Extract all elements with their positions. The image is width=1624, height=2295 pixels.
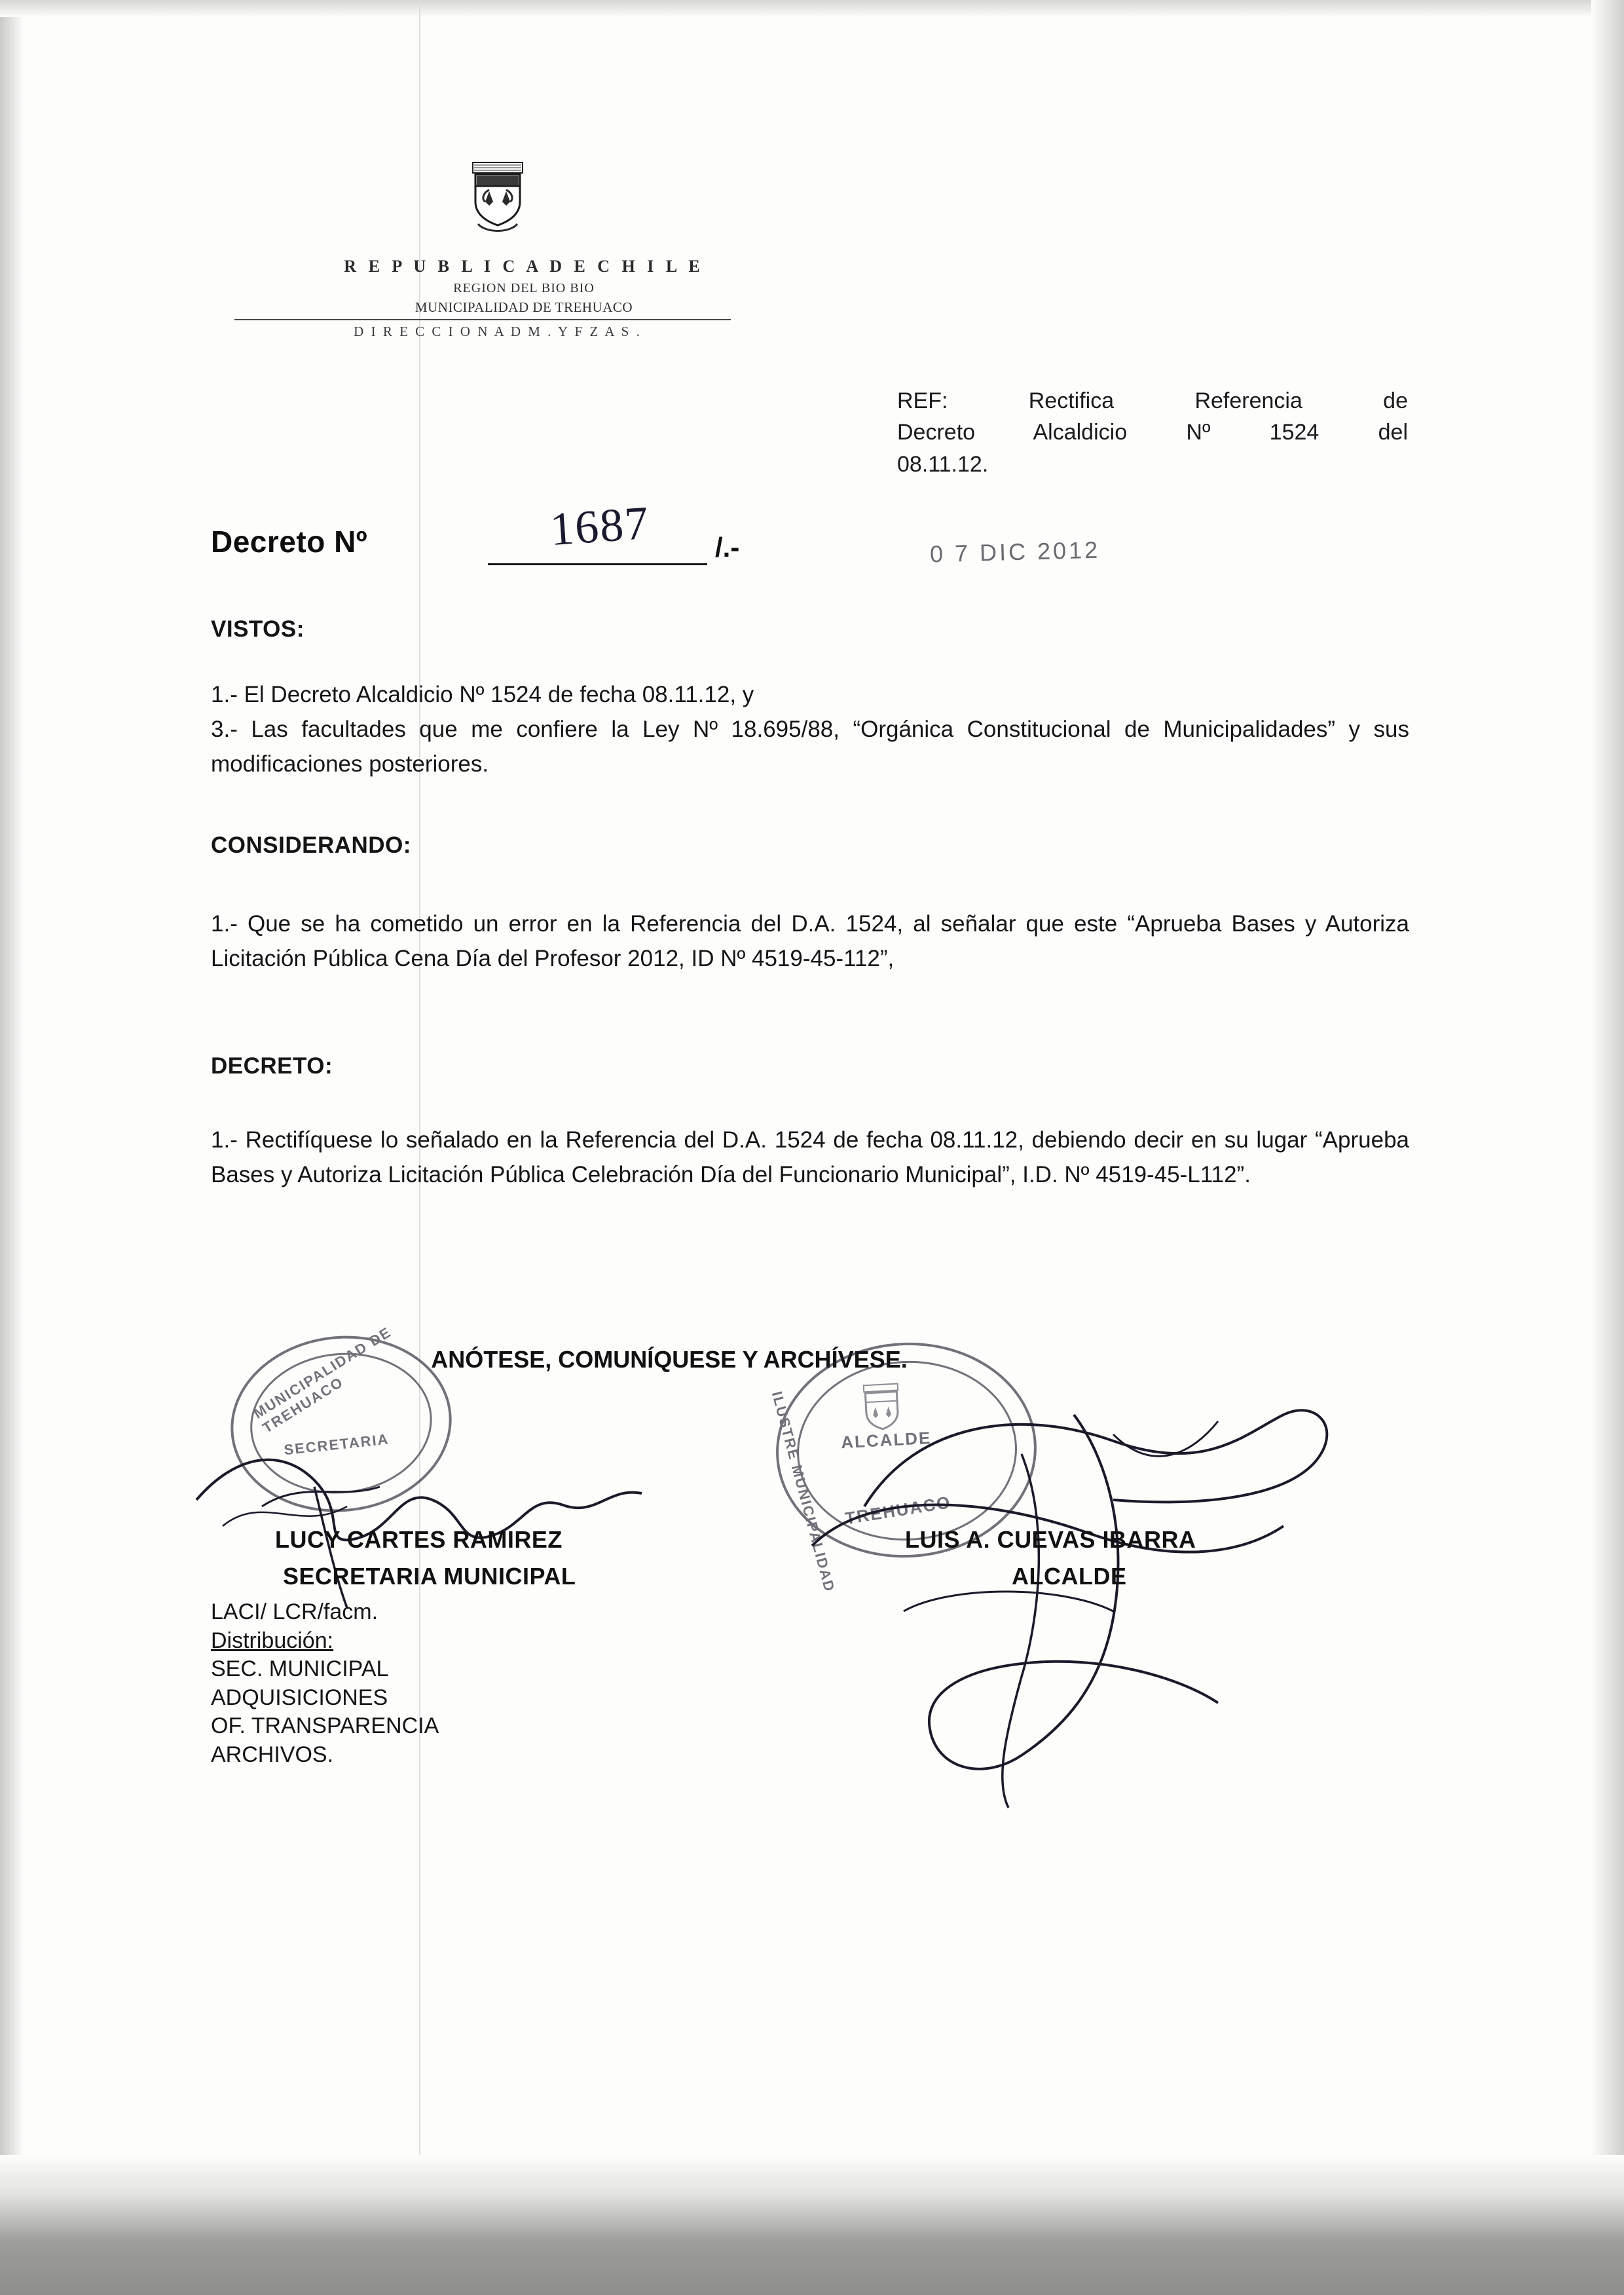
reference-line-2: Decreto Alcaldicio Nº 1524 del bbox=[897, 420, 1408, 445]
paper-edge-shadow-top bbox=[0, 0, 1624, 17]
decree-number-blank-line bbox=[488, 563, 707, 565]
header-divider bbox=[234, 319, 731, 320]
footer-initials: LACI/ LCR/facm. bbox=[211, 1599, 378, 1624]
date-stamp: 0 7 DIC 2012 bbox=[929, 536, 1101, 568]
decreto-title: DECRETO: bbox=[211, 1053, 333, 1079]
header-country: R E P U B L I C A D E C H I L E bbox=[344, 257, 704, 276]
coat-of-arms-chile-icon bbox=[458, 159, 537, 244]
signature-left-title: SECRETARIA MUNICIPAL bbox=[283, 1563, 576, 1590]
paper-edge-shadow-bottom bbox=[0, 2155, 1624, 2295]
footer-distribution-label: Distribución: bbox=[211, 1628, 334, 1653]
decree-number-label: Decreto Nº bbox=[211, 525, 368, 559]
considerando-item-1: 1.- Que se ha cometido un error en la Referencia del D.A. 1524, al señalar que este “Aprueba Bases y Autoriza Licitación Pública Cena Día del Profesor 2012, ID Nº 4519-45-112”, bbox=[211, 911, 1409, 971]
header-department: D I R E C C I O N A D M . Y F Z A S . bbox=[354, 324, 642, 339]
mayor-stamp-bottom-text: TREHUACO bbox=[843, 1492, 953, 1529]
paper-edge-shadow-right bbox=[1591, 0, 1624, 2188]
closing-line: ANÓTESE, COMUNÍQUESE Y ARCHÍVESE. bbox=[431, 1346, 908, 1373]
reference-line-3: 08.11.12. bbox=[897, 451, 989, 477]
vistos-item-2: 3.- Las facultades que me confiere la Ley Nº 18.695/88, “Orgánica Constitucional de Municipalidades” y sus modificaciones posteriores. bbox=[211, 717, 1409, 777]
decreto-item-1: 1.- Rectifíquese lo señalado en la Referencia del D.A. 1524 de fecha 08.11.12, debiendo decir en su lugar “Aprueba Bases y Autoriza Licitación Pública Celebración Día del Funcionario Municipal”, I.D. Nº 4519-45-L112”. bbox=[211, 1127, 1409, 1187]
mayor-stamp-inner-text: ALCALDE bbox=[840, 1427, 932, 1453]
header-region: REGION DEL BIO BIO bbox=[453, 281, 595, 295]
secretary-stamp-inner-text: SECRETARIA bbox=[283, 1430, 390, 1459]
decree-number-handwritten: 1687 bbox=[548, 496, 652, 556]
signature-right-title: ALCALDE bbox=[1012, 1563, 1127, 1590]
signature-left-name: LUCY CARTES RAMIREZ bbox=[275, 1526, 563, 1553]
vistos-item-1: 1.- El Decreto Alcaldicio Nº 1524 de fecha 08.11.12, y bbox=[211, 682, 754, 707]
paper-edge-shadow-left bbox=[0, 0, 24, 2188]
footer-distribution-item-4: ARCHIVOS. bbox=[211, 1742, 334, 1767]
considerando-title: CONSIDERANDO: bbox=[211, 832, 411, 858]
secretary-stamp-outer-text: MUNICIPALIDAD DE TREHUACO bbox=[250, 1323, 395, 1436]
reference-block bbox=[897, 385, 1408, 480]
signature-right-name: LUIS A. CUEVAS IBARRA bbox=[905, 1526, 1196, 1553]
header-municipality: MUNICIPALIDAD DE TREHUACO bbox=[415, 299, 633, 315]
mayor-stamp-outer-text: ILUSTRE MUNICIPALIDAD bbox=[768, 1389, 838, 1594]
footer-distribution-item-3: OF. TRANSPARENCIA bbox=[211, 1713, 439, 1739]
footer-distribution bbox=[211, 1598, 439, 1769]
vistos-title: VISTOS: bbox=[211, 616, 304, 642]
decree-number-suffix: /.- bbox=[715, 532, 740, 563]
institution-header bbox=[282, 257, 766, 316]
footer-distribution-item-1: SEC. MUNICIPAL bbox=[211, 1656, 389, 1682]
reference-line-1: REF: Rectifica Referencia de bbox=[897, 388, 1408, 413]
footer-distribution-item-2: ADQUISICIONES bbox=[211, 1685, 388, 1710]
